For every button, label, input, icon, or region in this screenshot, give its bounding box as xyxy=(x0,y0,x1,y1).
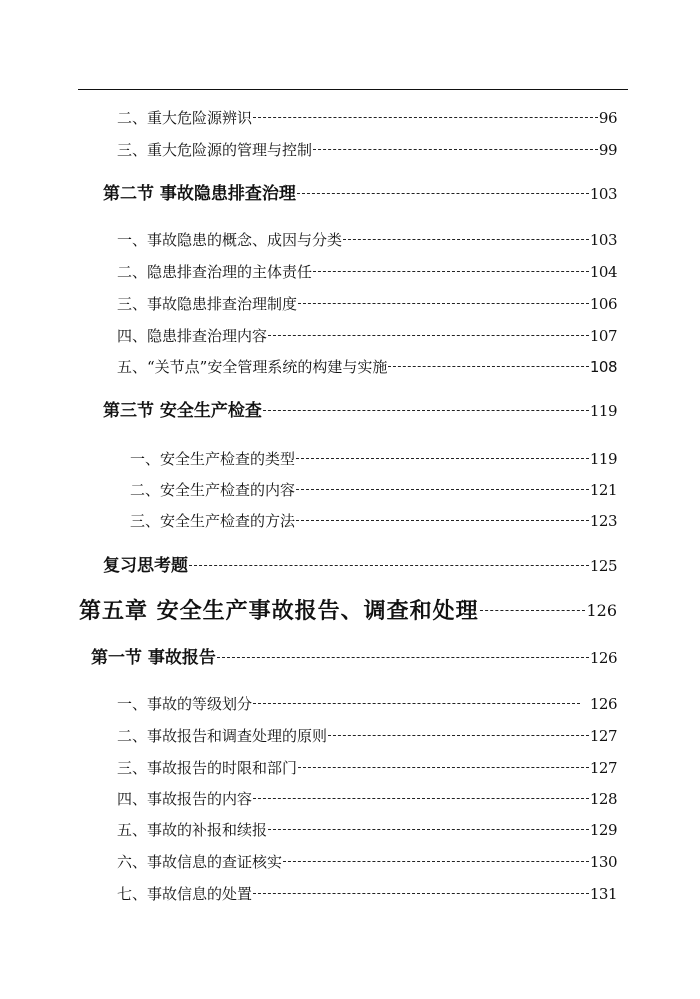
toc-entry-title: 二、隐患排查治理的主体责任 xyxy=(117,263,313,281)
toc-entry-title: 七、事故信息的处置 xyxy=(117,885,253,903)
toc-entry-title: 一、安全生产检查的类型 xyxy=(130,450,296,468)
toc-page-number: 119 xyxy=(589,450,617,468)
toc-page-number: 119 xyxy=(589,402,617,420)
toc-page-number: 126 xyxy=(589,695,617,713)
toc-page-number: 104 xyxy=(589,263,617,281)
toc-entry-title: 六、事故信息的查证核实 xyxy=(117,853,283,871)
toc-entry-item[interactable] xyxy=(117,792,617,807)
toc-leader-dots xyxy=(297,193,589,194)
toc-page-number: 123 xyxy=(589,512,617,530)
toc-leader-dots xyxy=(296,520,589,521)
toc-page-number: 96 xyxy=(598,109,617,127)
toc-entry-title: 三、重大危险源的管理与控制 xyxy=(117,141,313,159)
toc-leader-dots xyxy=(253,893,589,894)
toc-leader-dots xyxy=(313,149,598,150)
toc-leader-dots xyxy=(217,657,589,658)
toc-page-number: 127 xyxy=(589,727,617,745)
toc-entry-title: 二、安全生产检查的内容 xyxy=(130,481,296,499)
toc-page-number: 127 xyxy=(589,759,617,777)
toc-entry-title: 第一节 事故报告 xyxy=(91,648,216,668)
toc-page-number: 107 xyxy=(589,327,617,345)
toc-page-number: 131 xyxy=(589,885,617,903)
toc-entry-item[interactable] xyxy=(130,514,617,529)
toc-leader-dots xyxy=(296,458,589,459)
toc-page-number: 128 xyxy=(589,790,617,808)
toc-entry-title: 四、事故报告的内容 xyxy=(117,790,253,808)
toc-entry-title: 一、事故隐患的概念、成因与分类 xyxy=(117,231,343,249)
toc-page-number: 130 xyxy=(589,853,617,871)
toc-page-number: 108 xyxy=(589,358,617,376)
toc-entry-item[interactable] xyxy=(117,761,617,776)
toc-leader-dots xyxy=(313,271,589,272)
toc-leader-dots xyxy=(253,117,598,118)
toc-page-number: 126 xyxy=(589,649,617,667)
toc-entry-item[interactable] xyxy=(117,265,617,280)
toc-leader-dots xyxy=(268,829,589,830)
toc-entry-section[interactable] xyxy=(91,650,617,667)
toc-page-number: 121 xyxy=(589,481,617,499)
toc-entry-item[interactable] xyxy=(117,111,617,126)
toc-entry-title: 第三节 安全生产检查 xyxy=(103,401,262,421)
toc-entry-item[interactable] xyxy=(117,887,617,902)
toc-entry-item[interactable] xyxy=(117,855,617,870)
toc-entry-title: 三、事故报告的时限和部门 xyxy=(117,759,298,777)
toc-leader-dots xyxy=(298,767,589,768)
toc-entry-section[interactable] xyxy=(103,186,617,203)
toc-entry-chapter[interactable] xyxy=(79,600,617,622)
toc-page-number: 126 xyxy=(586,601,617,620)
toc-entry-title: 一、事故的等级划分 xyxy=(117,695,253,713)
toc-page-number: 103 xyxy=(589,231,617,249)
toc-entry-title: 五、事故的补报和续报 xyxy=(117,821,268,839)
toc-entry-item[interactable] xyxy=(130,452,617,467)
toc-entry-title: 三、安全生产检查的方法 xyxy=(130,512,296,530)
toc-leader-dots xyxy=(480,610,586,611)
toc-entry-title: 复习思考题 xyxy=(103,556,188,576)
toc-leader-dots xyxy=(328,735,589,736)
toc-entry-item[interactable] xyxy=(117,329,617,344)
toc-entry-item[interactable] xyxy=(117,697,617,712)
toc-entry-item[interactable] xyxy=(130,483,617,498)
toc-page-number: 129 xyxy=(589,821,617,839)
toc-leader-dots xyxy=(388,366,589,367)
toc-page-number: 99 xyxy=(598,141,617,159)
toc-entry-item[interactable] xyxy=(117,729,617,744)
toc-entry-title: 三、事故隐患排查治理制度 xyxy=(117,295,298,313)
toc-leader-dots xyxy=(298,303,589,304)
toc-entry-item[interactable] xyxy=(117,360,617,375)
toc-entry-title: 四、隐患排查治理内容 xyxy=(117,327,268,345)
toc-leader-dots xyxy=(253,798,589,799)
toc-page-number: 103 xyxy=(589,185,617,203)
toc-leader-dots xyxy=(343,239,589,240)
toc-entry-title: 五、“关节点”安全管理系统的构建与实施 xyxy=(117,358,388,376)
toc-page-number: 125 xyxy=(589,557,617,575)
toc-entry-title: 二、重大危险源辨识 xyxy=(117,109,253,127)
toc-entry-item[interactable] xyxy=(117,143,617,158)
toc-leader-dots xyxy=(263,410,589,411)
toc-entry-title: 二、事故报告和调查处理的原则 xyxy=(117,727,328,745)
toc-leader-dots xyxy=(268,335,589,336)
toc-leader-dots xyxy=(253,703,580,704)
toc-entry-section[interactable] xyxy=(103,403,617,420)
toc-entry-title: 第五章 安全生产事故报告、调查和处理 xyxy=(79,598,479,624)
toc-entry-item[interactable] xyxy=(117,233,617,248)
toc-entry-item[interactable] xyxy=(117,823,617,838)
toc-entry-item[interactable] xyxy=(117,297,617,312)
toc-leader-dots xyxy=(296,489,589,490)
toc-leader-dots xyxy=(189,565,589,566)
toc-leader-dots xyxy=(283,861,589,862)
header-rule xyxy=(78,89,628,90)
toc-entry-title: 第二节 事故隐患排查治理 xyxy=(103,184,296,204)
toc-entry-review[interactable] xyxy=(103,558,617,575)
toc-page-number: 106 xyxy=(589,295,617,313)
